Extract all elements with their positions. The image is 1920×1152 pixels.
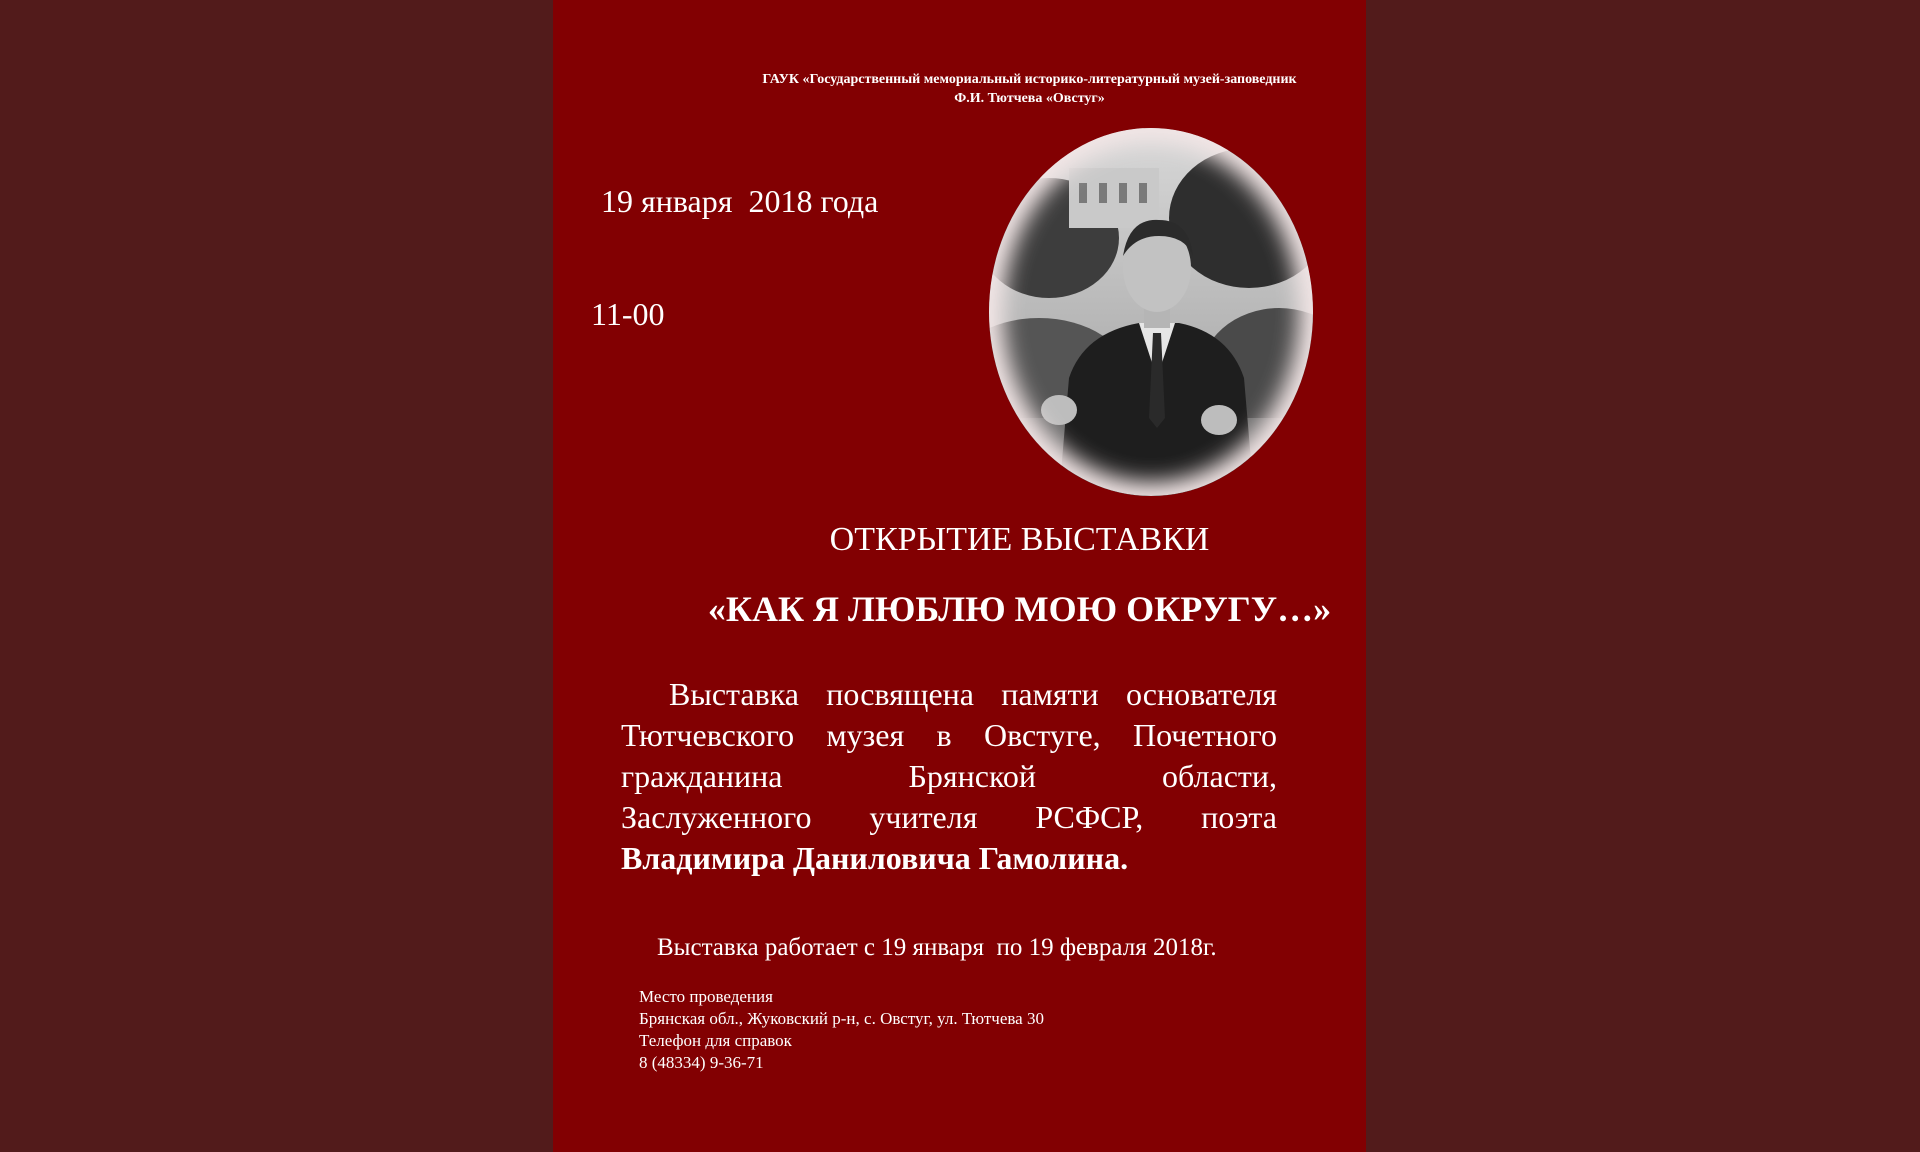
venue-info <box>639 986 1044 1074</box>
description-line: Тютчевского музея в Овстуге, Почетного <box>621 717 1277 753</box>
portrait-photo <box>989 128 1313 496</box>
venue-label: Место проведения <box>639 987 773 1006</box>
org-line-2: Ф.И. Тютчева «Овстуг» <box>954 91 1105 106</box>
event-time: 11-00 <box>591 296 665 332</box>
description-line: Заслуженного учителя РСФСР, поэта <box>621 799 1277 835</box>
organization-name <box>553 70 1366 108</box>
exhibition-name: «КАК Я ЛЮБЛЮ МОЮ ОКРУГУ…» <box>707 589 1332 629</box>
exhibition-dates: Выставка работает с 19 января по 19 февраля 2018г. <box>657 934 1217 961</box>
poster <box>553 0 1366 1152</box>
org-line-1: ГАУК «Государственный мемориальный историко-литературный музей-заповедник <box>762 72 1297 87</box>
event-date: 19 января 2018 года <box>601 183 879 219</box>
venue-address: Брянская обл., Жуковский р-н, с. Овстуг, ул. Тютчева 30 <box>639 1009 1044 1028</box>
description-line: Владимира Даниловича Гамолина. <box>621 840 1129 876</box>
description-line: гражданина Брянской области, <box>621 758 1277 794</box>
description-line: Выставка посвящена памяти основателя <box>669 676 1277 712</box>
opening-title: ОТКРЫТИЕ ВЫСТАВКИ <box>829 521 1210 558</box>
exhibition-description <box>621 674 1277 879</box>
phone-label: Телефон для справок <box>639 1031 792 1050</box>
phone-number: 8 (48334) 9-36-71 <box>639 1053 764 1072</box>
